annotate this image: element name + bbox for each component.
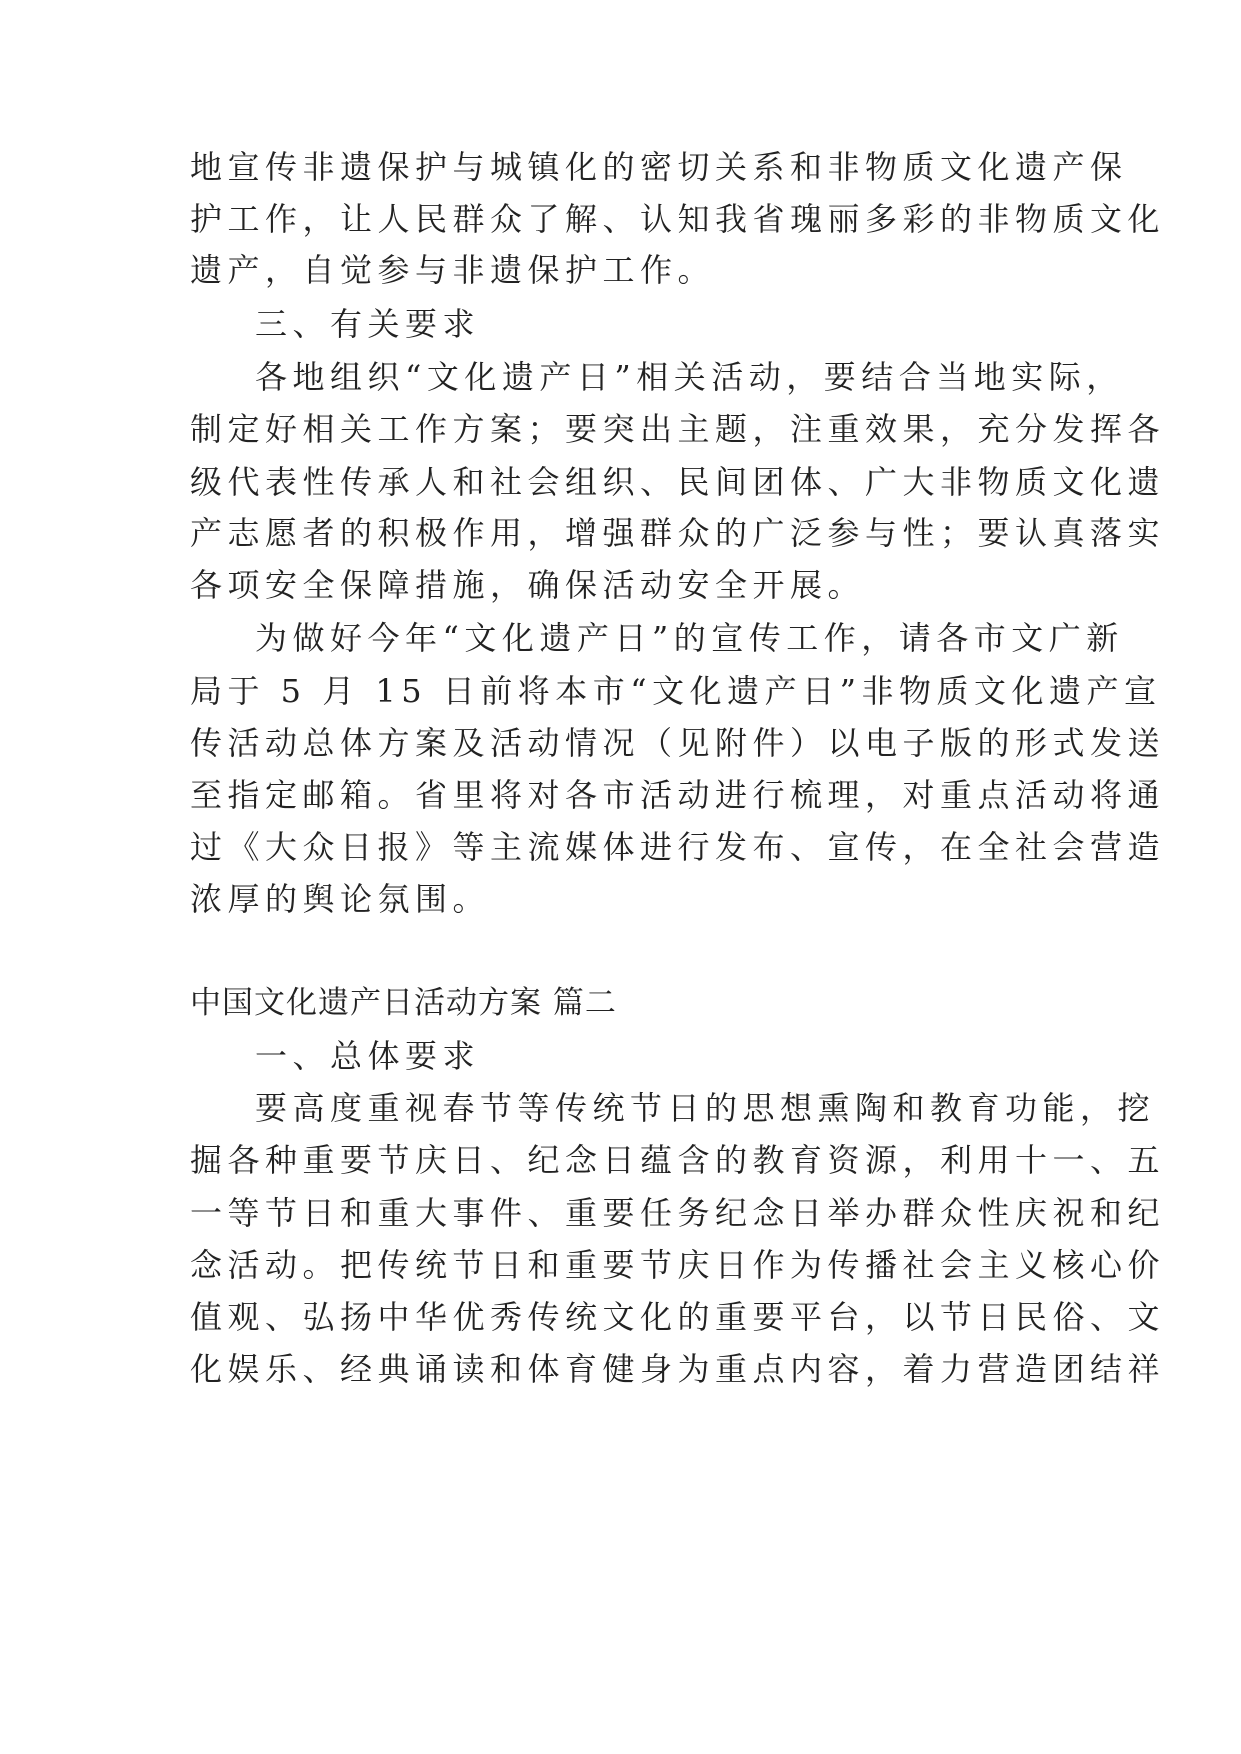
article-title: 中国文化遗产日活动方案 篇二	[190, 985, 617, 1021]
text-line: 一等节日和重大事件、重要任务纪念日举办群众性庆祝和纪	[190, 1194, 1166, 1232]
text-line: 各项安全保障措施，确保活动安全开展。	[190, 566, 866, 604]
section-heading: 三、有关要求	[255, 305, 481, 343]
text-line: 级代表性传承人和社会组织、民间团体、广大非物质文化遗	[190, 463, 1166, 501]
text-line: 过《大众日报》等主流媒体进行发布、宣传，在全社会营造	[190, 828, 1166, 866]
text-line: 化娱乐、经典诵读和体育健身为重点内容，着力营造团结祥	[190, 1350, 1166, 1388]
text-line: 产志愿者的积极作用，增强群众的广泛参与性；要认真落实	[190, 514, 1166, 552]
text-line: 值观、弘扬中华优秀传统文化的重要平台，以节日民俗、文	[190, 1298, 1166, 1336]
text-line: 局于 5 月 15 日前将本市“文化遗产日”非物质文化遗产宣	[190, 672, 1162, 710]
text-line: 传活动总体方案及活动情况（见附件）以电子版的形式发送	[190, 724, 1166, 762]
text-line: 要高度重视春节等传统节日的思想熏陶和教育功能，挖	[255, 1089, 1156, 1127]
text-line: 制定好相关工作方案；要突出主题，注重效果，充分发挥各	[190, 410, 1166, 448]
text-line: 掘各种重要节庆日、纪念日蕴含的教育资源，利用十一、五	[190, 1141, 1166, 1179]
text-line: 为做好今年“文化遗产日”的宣传工作，请各市文广新	[255, 619, 1124, 657]
section-heading: 一、总体要求	[255, 1037, 481, 1075]
text-line: 地宣传非遗保护与城镇化的密切关系和非物质文化遗产保	[190, 148, 1128, 186]
text-line: 护工作，让人民群众了解、认知我省瑰丽多彩的非物质文化	[190, 200, 1166, 238]
text-line: 念活动。把传统节日和重要节庆日作为传播社会主义核心价	[190, 1246, 1166, 1284]
text-line: 至指定邮箱。省里将对各市活动进行梳理，对重点活动将通	[190, 776, 1166, 814]
text-line: 遗产，自觉参与非遗保护工作。	[190, 251, 716, 289]
text-line: 各地组织“文化遗产日”相关活动，要结合当地实际，	[255, 358, 1124, 396]
text-line: 浓厚的舆论氛围。	[190, 880, 491, 918]
